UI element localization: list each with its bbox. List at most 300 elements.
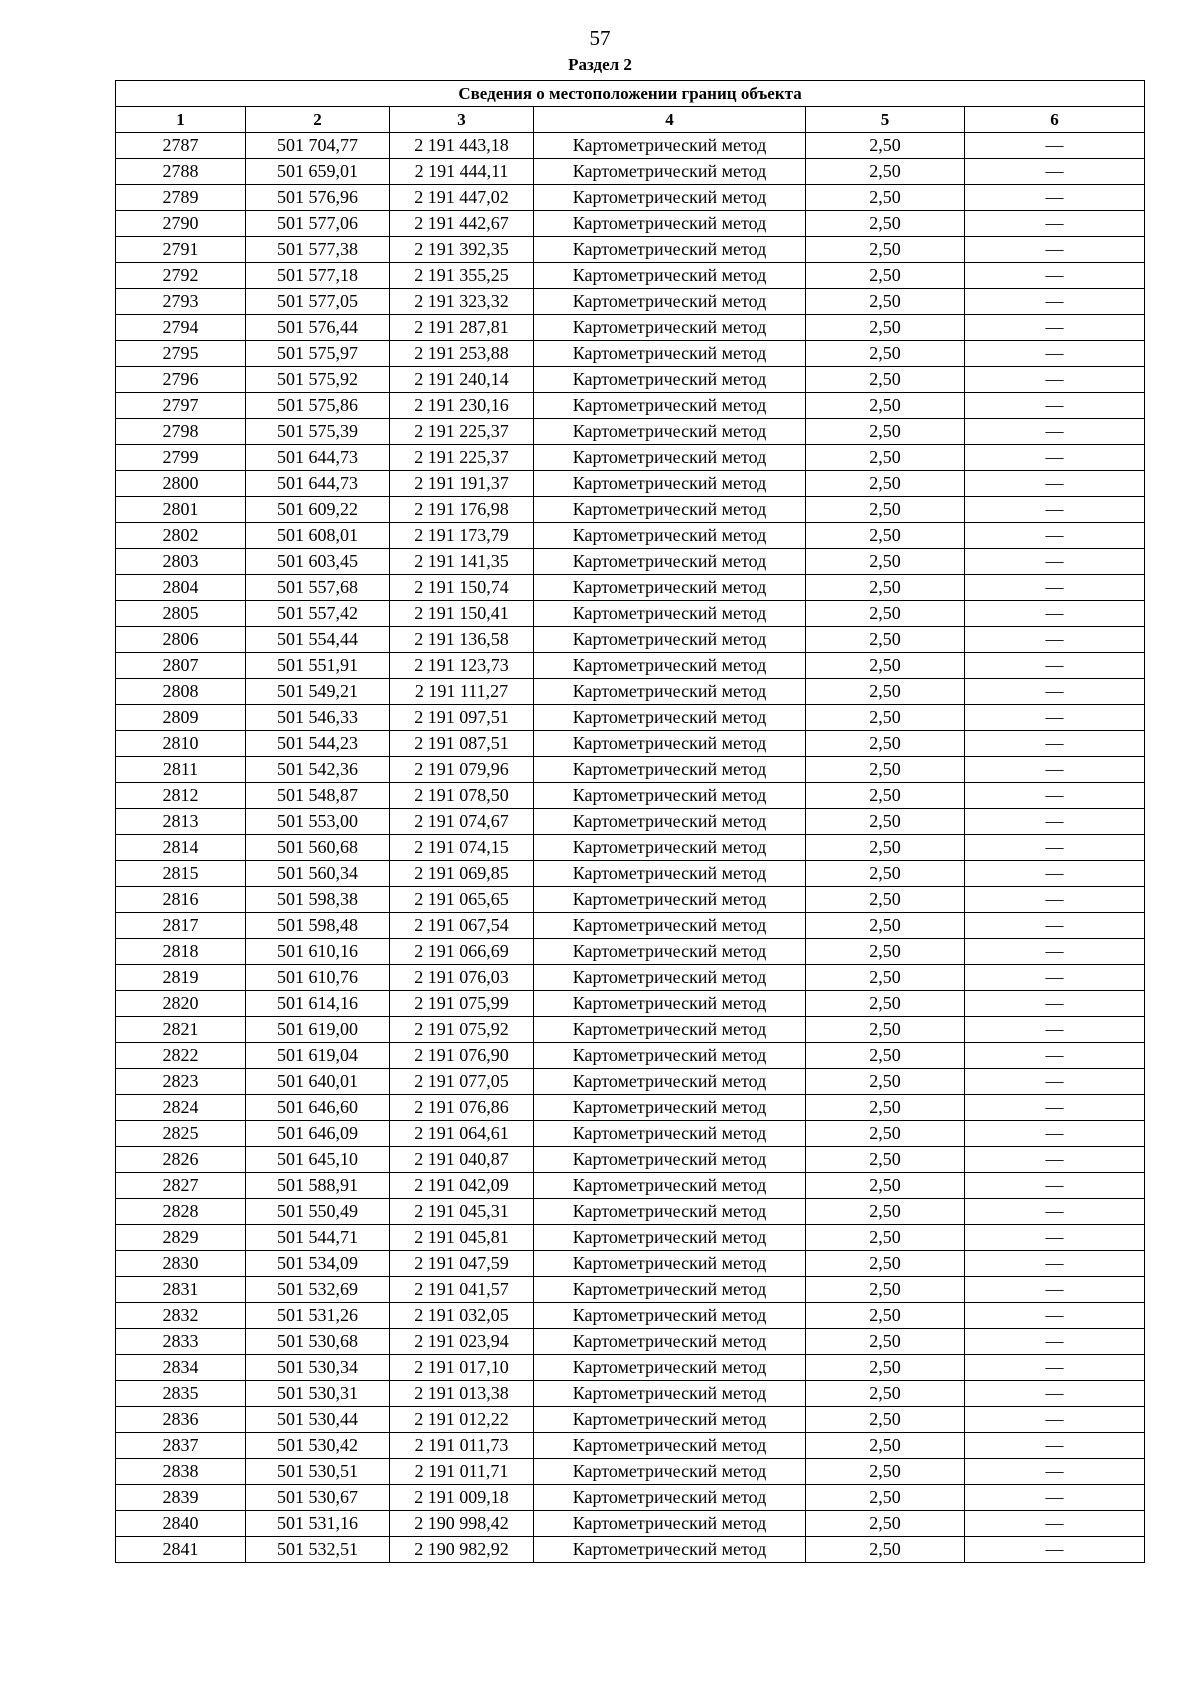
- table-row: [116, 835, 1145, 861]
- accuracy-cell: 2,50: [806, 341, 965, 367]
- description-cell: —: [965, 835, 1145, 861]
- y-coordinate-cell: 2 191 066,69: [390, 939, 534, 965]
- point-number-cell: 2832: [116, 1303, 246, 1329]
- x-coordinate-cell: 501 550,49: [246, 1199, 390, 1225]
- accuracy-cell: 2,50: [806, 991, 965, 1017]
- table-row: [116, 471, 1145, 497]
- description-cell: —: [965, 185, 1145, 211]
- method-cell: Картометрический метод: [534, 757, 806, 783]
- accuracy-cell: 2,50: [806, 1017, 965, 1043]
- point-number-cell: 2805: [116, 601, 246, 627]
- description-cell: —: [965, 1277, 1145, 1303]
- description-cell: —: [965, 653, 1145, 679]
- point-number-cell: 2791: [116, 237, 246, 263]
- method-cell: Картометрический метод: [534, 1173, 806, 1199]
- method-cell: Картометрический метод: [534, 133, 806, 159]
- table-row: [116, 237, 1145, 263]
- description-cell: —: [965, 419, 1145, 445]
- description-cell: —: [965, 913, 1145, 939]
- table-row: [116, 1251, 1145, 1277]
- accuracy-cell: 2,50: [806, 289, 965, 315]
- method-cell: Картометрический метод: [534, 523, 806, 549]
- description-cell: —: [965, 1147, 1145, 1173]
- x-coordinate-cell: 501 577,18: [246, 263, 390, 289]
- description-cell: —: [965, 1251, 1145, 1277]
- point-number-cell: 2790: [116, 211, 246, 237]
- method-cell: Картометрический метод: [534, 419, 806, 445]
- y-coordinate-cell: 2 191 442,67: [390, 211, 534, 237]
- point-number-cell: 2818: [116, 939, 246, 965]
- description-cell: —: [965, 159, 1145, 185]
- method-cell: Картометрический метод: [534, 1277, 806, 1303]
- method-cell: Картометрический метод: [534, 185, 806, 211]
- column-header: 2: [246, 107, 390, 133]
- point-number-cell: 2787: [116, 133, 246, 159]
- method-cell: Картометрический метод: [534, 315, 806, 341]
- x-coordinate-cell: 501 598,48: [246, 913, 390, 939]
- method-cell: Картометрический метод: [534, 471, 806, 497]
- table-row: [116, 991, 1145, 1017]
- x-coordinate-cell: 501 530,44: [246, 1407, 390, 1433]
- method-cell: Картометрический метод: [534, 653, 806, 679]
- x-coordinate-cell: 501 530,34: [246, 1355, 390, 1381]
- description-cell: —: [965, 1017, 1145, 1043]
- table-row: [116, 1121, 1145, 1147]
- y-coordinate-cell: 2 191 042,09: [390, 1173, 534, 1199]
- point-number-cell: 2811: [116, 757, 246, 783]
- accuracy-cell: 2,50: [806, 601, 965, 627]
- y-coordinate-cell: 2 191 150,41: [390, 601, 534, 627]
- table-row: [116, 445, 1145, 471]
- table-row: [116, 575, 1145, 601]
- accuracy-cell: 2,50: [806, 1433, 965, 1459]
- accuracy-cell: 2,50: [806, 653, 965, 679]
- description-cell: —: [965, 939, 1145, 965]
- table-row: [116, 705, 1145, 731]
- y-coordinate-cell: 2 191 079,96: [390, 757, 534, 783]
- method-cell: Картометрический метод: [534, 1121, 806, 1147]
- table-row: [116, 679, 1145, 705]
- table-row: [116, 393, 1145, 419]
- x-coordinate-cell: 501 557,68: [246, 575, 390, 601]
- method-cell: Картометрический метод: [534, 549, 806, 575]
- accuracy-cell: 2,50: [806, 1121, 965, 1147]
- x-coordinate-cell: 501 548,87: [246, 783, 390, 809]
- description-cell: —: [965, 315, 1145, 341]
- description-cell: —: [965, 263, 1145, 289]
- boundary-coordinates-table: [115, 80, 1145, 1563]
- x-coordinate-cell: 501 542,36: [246, 757, 390, 783]
- description-cell: —: [965, 471, 1145, 497]
- accuracy-cell: 2,50: [806, 263, 965, 289]
- method-cell: Картометрический метод: [534, 367, 806, 393]
- point-number-cell: 2836: [116, 1407, 246, 1433]
- accuracy-cell: 2,50: [806, 1407, 965, 1433]
- method-cell: Картометрический метод: [534, 575, 806, 601]
- method-cell: Картометрический метод: [534, 1147, 806, 1173]
- y-coordinate-cell: 2 191 032,05: [390, 1303, 534, 1329]
- y-coordinate-cell: 2 191 074,15: [390, 835, 534, 861]
- table-row: [116, 1173, 1145, 1199]
- y-coordinate-cell: 2 191 141,35: [390, 549, 534, 575]
- description-cell: —: [965, 1407, 1145, 1433]
- table-caption-row: [116, 81, 1145, 107]
- point-number-cell: 2806: [116, 627, 246, 653]
- table-row: [116, 1511, 1145, 1537]
- accuracy-cell: 2,50: [806, 523, 965, 549]
- y-coordinate-cell: 2 191 067,54: [390, 913, 534, 939]
- x-coordinate-cell: 501 531,16: [246, 1511, 390, 1537]
- table-row: [116, 939, 1145, 965]
- method-cell: Картометрический метод: [534, 783, 806, 809]
- table-row: [116, 887, 1145, 913]
- y-coordinate-cell: 2 191 011,73: [390, 1433, 534, 1459]
- column-header: 5: [806, 107, 965, 133]
- description-cell: —: [965, 1199, 1145, 1225]
- description-cell: —: [965, 965, 1145, 991]
- x-coordinate-cell: 501 544,23: [246, 731, 390, 757]
- description-cell: —: [965, 601, 1145, 627]
- table-row: [116, 757, 1145, 783]
- accuracy-cell: 2,50: [806, 757, 965, 783]
- accuracy-cell: 2,50: [806, 913, 965, 939]
- accuracy-cell: 2,50: [806, 575, 965, 601]
- point-number-cell: 2810: [116, 731, 246, 757]
- x-coordinate-cell: 501 530,42: [246, 1433, 390, 1459]
- description-cell: —: [965, 1329, 1145, 1355]
- method-cell: Картометрический метод: [534, 601, 806, 627]
- accuracy-cell: 2,50: [806, 237, 965, 263]
- method-cell: Картометрический метод: [534, 289, 806, 315]
- method-cell: Картометрический метод: [534, 1381, 806, 1407]
- column-header: 1: [116, 107, 246, 133]
- y-coordinate-cell: 2 191 111,27: [390, 679, 534, 705]
- y-coordinate-cell: 2 191 040,87: [390, 1147, 534, 1173]
- point-number-cell: 2829: [116, 1225, 246, 1251]
- y-coordinate-cell: 2 190 998,42: [390, 1511, 534, 1537]
- accuracy-cell: 2,50: [806, 809, 965, 835]
- method-cell: Картометрический метод: [534, 887, 806, 913]
- description-cell: —: [965, 445, 1145, 471]
- description-cell: —: [965, 861, 1145, 887]
- method-cell: Картометрический метод: [534, 1355, 806, 1381]
- table-row: [116, 1069, 1145, 1095]
- y-coordinate-cell: 2 191 355,25: [390, 263, 534, 289]
- method-cell: Картометрический метод: [534, 1225, 806, 1251]
- x-coordinate-cell: 501 614,16: [246, 991, 390, 1017]
- table-row: [116, 1433, 1145, 1459]
- accuracy-cell: 2,50: [806, 731, 965, 757]
- method-cell: Картометрический метод: [534, 1433, 806, 1459]
- accuracy-cell: 2,50: [806, 1199, 965, 1225]
- accuracy-cell: 2,50: [806, 1147, 965, 1173]
- x-coordinate-cell: 501 575,86: [246, 393, 390, 419]
- accuracy-cell: 2,50: [806, 471, 965, 497]
- y-coordinate-cell: 2 191 392,35: [390, 237, 534, 263]
- accuracy-cell: 2,50: [806, 1537, 965, 1563]
- x-coordinate-cell: 501 603,45: [246, 549, 390, 575]
- x-coordinate-cell: 501 646,60: [246, 1095, 390, 1121]
- description-cell: —: [965, 809, 1145, 835]
- accuracy-cell: 2,50: [806, 419, 965, 445]
- description-cell: —: [965, 1303, 1145, 1329]
- point-number-cell: 2798: [116, 419, 246, 445]
- point-number-cell: 2835: [116, 1381, 246, 1407]
- point-number-cell: 2793: [116, 289, 246, 315]
- x-coordinate-cell: 501 577,05: [246, 289, 390, 315]
- y-coordinate-cell: 2 191 097,51: [390, 705, 534, 731]
- description-cell: —: [965, 1121, 1145, 1147]
- y-coordinate-cell: 2 191 065,65: [390, 887, 534, 913]
- table-row: [116, 1381, 1145, 1407]
- x-coordinate-cell: 501 704,77: [246, 133, 390, 159]
- accuracy-cell: 2,50: [806, 627, 965, 653]
- table-row: [116, 549, 1145, 575]
- table-row: [116, 1277, 1145, 1303]
- x-coordinate-cell: 501 645,10: [246, 1147, 390, 1173]
- x-coordinate-cell: 501 577,06: [246, 211, 390, 237]
- accuracy-cell: 2,50: [806, 315, 965, 341]
- point-number-cell: 2788: [116, 159, 246, 185]
- method-cell: Картометрический метод: [534, 1095, 806, 1121]
- method-cell: Картометрический метод: [534, 263, 806, 289]
- description-cell: —: [965, 367, 1145, 393]
- accuracy-cell: 2,50: [806, 965, 965, 991]
- x-coordinate-cell: 501 530,51: [246, 1459, 390, 1485]
- y-coordinate-cell: 2 191 443,18: [390, 133, 534, 159]
- y-coordinate-cell: 2 191 176,98: [390, 497, 534, 523]
- x-coordinate-cell: 501 546,33: [246, 705, 390, 731]
- method-cell: Картометрический метод: [534, 1303, 806, 1329]
- method-cell: Картометрический метод: [534, 211, 806, 237]
- point-number-cell: 2833: [116, 1329, 246, 1355]
- accuracy-cell: 2,50: [806, 1251, 965, 1277]
- accuracy-cell: 2,50: [806, 887, 965, 913]
- description-cell: —: [965, 341, 1145, 367]
- accuracy-cell: 2,50: [806, 1225, 965, 1251]
- description-cell: —: [965, 783, 1145, 809]
- x-coordinate-cell: 501 530,67: [246, 1485, 390, 1511]
- x-coordinate-cell: 501 532,69: [246, 1277, 390, 1303]
- method-cell: Картометрический метод: [534, 1459, 806, 1485]
- y-coordinate-cell: 2 191 075,99: [390, 991, 534, 1017]
- y-coordinate-cell: 2 191 447,02: [390, 185, 534, 211]
- x-coordinate-cell: 501 530,31: [246, 1381, 390, 1407]
- description-cell: —: [965, 887, 1145, 913]
- y-coordinate-cell: 2 191 012,22: [390, 1407, 534, 1433]
- table-row: [116, 419, 1145, 445]
- table-caption: Сведения о местоположении границ объекта: [116, 81, 1145, 107]
- description-cell: —: [965, 549, 1145, 575]
- table-row: [116, 1199, 1145, 1225]
- y-coordinate-cell: 2 191 011,71: [390, 1459, 534, 1485]
- description-cell: —: [965, 1355, 1145, 1381]
- accuracy-cell: 2,50: [806, 1511, 965, 1537]
- method-cell: Картометрический метод: [534, 679, 806, 705]
- point-number-cell: 2841: [116, 1537, 246, 1563]
- point-number-cell: 2837: [116, 1433, 246, 1459]
- y-coordinate-cell: 2 191 075,92: [390, 1017, 534, 1043]
- method-cell: Картометрический метод: [534, 1329, 806, 1355]
- table-row: [116, 1017, 1145, 1043]
- column-header: 3: [390, 107, 534, 133]
- x-coordinate-cell: 501 575,97: [246, 341, 390, 367]
- table-row: [116, 1043, 1145, 1069]
- point-number-cell: 2812: [116, 783, 246, 809]
- table-row: [116, 861, 1145, 887]
- point-number-cell: 2794: [116, 315, 246, 341]
- y-coordinate-cell: 2 191 074,67: [390, 809, 534, 835]
- point-number-cell: 2822: [116, 1043, 246, 1069]
- x-coordinate-cell: 501 610,76: [246, 965, 390, 991]
- x-coordinate-cell: 501 577,38: [246, 237, 390, 263]
- accuracy-cell: 2,50: [806, 783, 965, 809]
- description-cell: —: [965, 679, 1145, 705]
- accuracy-cell: 2,50: [806, 1381, 965, 1407]
- method-cell: Картометрический метод: [534, 835, 806, 861]
- point-number-cell: 2814: [116, 835, 246, 861]
- x-coordinate-cell: 501 619,04: [246, 1043, 390, 1069]
- y-coordinate-cell: 2 191 323,32: [390, 289, 534, 315]
- table-row: [116, 263, 1145, 289]
- method-cell: Картометрический метод: [534, 393, 806, 419]
- y-coordinate-cell: 2 191 225,37: [390, 445, 534, 471]
- point-number-cell: 2821: [116, 1017, 246, 1043]
- description-cell: —: [965, 393, 1145, 419]
- x-coordinate-cell: 501 619,00: [246, 1017, 390, 1043]
- table-row: [116, 809, 1145, 835]
- y-coordinate-cell: 2 191 076,03: [390, 965, 534, 991]
- method-cell: Картометрический метод: [534, 1017, 806, 1043]
- y-coordinate-cell: 2 191 230,16: [390, 393, 534, 419]
- point-number-cell: 2820: [116, 991, 246, 1017]
- point-number-cell: 2826: [116, 1147, 246, 1173]
- accuracy-cell: 2,50: [806, 1303, 965, 1329]
- description-cell: —: [965, 523, 1145, 549]
- y-coordinate-cell: 2 191 077,05: [390, 1069, 534, 1095]
- method-cell: Картометрический метод: [534, 1069, 806, 1095]
- accuracy-cell: 2,50: [806, 861, 965, 887]
- table-row: [116, 965, 1145, 991]
- accuracy-cell: 2,50: [806, 1095, 965, 1121]
- y-coordinate-cell: 2 191 087,51: [390, 731, 534, 757]
- point-number-cell: 2819: [116, 965, 246, 991]
- table-row: [116, 315, 1145, 341]
- x-coordinate-cell: 501 534,09: [246, 1251, 390, 1277]
- accuracy-cell: 2,50: [806, 367, 965, 393]
- accuracy-cell: 2,50: [806, 1329, 965, 1355]
- section-title: Раздел 2: [568, 55, 632, 74]
- description-cell: —: [965, 1485, 1145, 1511]
- accuracy-cell: 2,50: [806, 185, 965, 211]
- point-number-cell: 2808: [116, 679, 246, 705]
- accuracy-cell: 2,50: [806, 1173, 965, 1199]
- table-row: [116, 1303, 1145, 1329]
- x-coordinate-cell: 501 576,44: [246, 315, 390, 341]
- y-coordinate-cell: 2 191 287,81: [390, 315, 534, 341]
- table-row: [116, 1485, 1145, 1511]
- accuracy-cell: 2,50: [806, 679, 965, 705]
- y-coordinate-cell: 2 191 045,31: [390, 1199, 534, 1225]
- x-coordinate-cell: 501 644,73: [246, 445, 390, 471]
- description-cell: —: [965, 1095, 1145, 1121]
- table-row: [116, 1459, 1145, 1485]
- table-row: [116, 1355, 1145, 1381]
- description-cell: —: [965, 1043, 1145, 1069]
- table-body: [116, 133, 1145, 1563]
- table-row: [116, 653, 1145, 679]
- x-coordinate-cell: 501 576,96: [246, 185, 390, 211]
- description-cell: —: [965, 575, 1145, 601]
- point-number-cell: 2796: [116, 367, 246, 393]
- x-coordinate-cell: 501 553,00: [246, 809, 390, 835]
- point-number-cell: 2815: [116, 861, 246, 887]
- table-row: [116, 159, 1145, 185]
- method-cell: Картометрический метод: [534, 1043, 806, 1069]
- x-coordinate-cell: 501 640,01: [246, 1069, 390, 1095]
- y-coordinate-cell: 2 191 136,58: [390, 627, 534, 653]
- x-coordinate-cell: 501 560,34: [246, 861, 390, 887]
- method-cell: Картометрический метод: [534, 861, 806, 887]
- point-number-cell: 2840: [116, 1511, 246, 1537]
- point-number-cell: 2799: [116, 445, 246, 471]
- accuracy-cell: 2,50: [806, 1485, 965, 1511]
- point-number-cell: 2828: [116, 1199, 246, 1225]
- accuracy-cell: 2,50: [806, 1069, 965, 1095]
- description-cell: —: [965, 991, 1145, 1017]
- y-coordinate-cell: 2 191 013,38: [390, 1381, 534, 1407]
- y-coordinate-cell: 2 191 064,61: [390, 1121, 534, 1147]
- method-cell: Картометрический метод: [534, 1199, 806, 1225]
- method-cell: Картометрический метод: [534, 1251, 806, 1277]
- page-number: 57: [589, 26, 611, 50]
- method-cell: Картометрический метод: [534, 445, 806, 471]
- method-cell: Картометрический метод: [534, 939, 806, 965]
- y-coordinate-cell: 2 191 240,14: [390, 367, 534, 393]
- table-row: [116, 523, 1145, 549]
- point-number-cell: 2804: [116, 575, 246, 601]
- description-cell: —: [965, 289, 1145, 315]
- point-number-cell: 2802: [116, 523, 246, 549]
- method-cell: Картометрический метод: [534, 991, 806, 1017]
- method-cell: Картометрический метод: [534, 1407, 806, 1433]
- y-coordinate-cell: 2 191 123,73: [390, 653, 534, 679]
- y-coordinate-cell: 2 191 076,90: [390, 1043, 534, 1069]
- description-cell: —: [965, 1069, 1145, 1095]
- x-coordinate-cell: 501 560,68: [246, 835, 390, 861]
- description-cell: —: [965, 757, 1145, 783]
- x-coordinate-cell: 501 644,73: [246, 471, 390, 497]
- accuracy-cell: 2,50: [806, 497, 965, 523]
- accuracy-cell: 2,50: [806, 549, 965, 575]
- method-cell: Картометрический метод: [534, 627, 806, 653]
- method-cell: Картометрический метод: [534, 1485, 806, 1511]
- table-row: [116, 627, 1145, 653]
- point-number-cell: 2827: [116, 1173, 246, 1199]
- table-row: [116, 1537, 1145, 1563]
- point-number-cell: 2803: [116, 549, 246, 575]
- point-number-cell: 2824: [116, 1095, 246, 1121]
- accuracy-cell: 2,50: [806, 835, 965, 861]
- y-coordinate-cell: 2 191 253,88: [390, 341, 534, 367]
- x-coordinate-cell: 501 554,44: [246, 627, 390, 653]
- table-row: [116, 783, 1145, 809]
- point-number-cell: 2795: [116, 341, 246, 367]
- method-cell: Картометрический метод: [534, 159, 806, 185]
- y-coordinate-cell: 2 191 173,79: [390, 523, 534, 549]
- accuracy-cell: 2,50: [806, 939, 965, 965]
- method-cell: Картометрический метод: [534, 497, 806, 523]
